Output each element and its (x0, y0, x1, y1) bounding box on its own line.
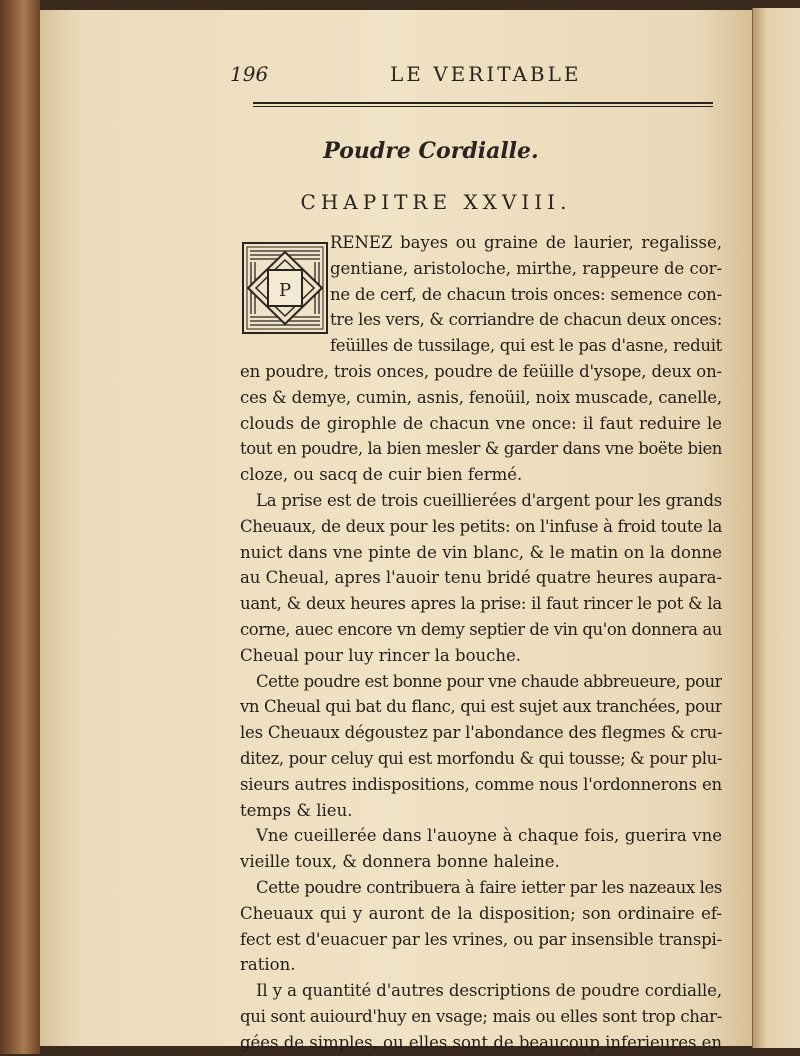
body-line: les Cheuaux dégoustez par l'abondance des flegmes & cru- (240, 723, 722, 743)
book-binding (0, 0, 40, 1054)
body-line: uant, & deux heures apres la prise: il faut rincer le pot & la (240, 594, 722, 614)
body-line: ditez, pour celuy qui est morfondu & qui tousse; & pour plu- (240, 748, 722, 768)
body-line: fect est d'euacuer par les vrines, ou par insensible transpi- (240, 929, 722, 949)
body-line: tout en poudre, la bien mesler & garder dans vne boëte bien (240, 439, 722, 459)
body-line: clouds de girophle de chacun vne once: il faut reduire le (240, 413, 722, 433)
body-line: gentiane, aristoloche, mirthe, rappeure de cor- (330, 258, 722, 278)
body-line: Cheuaux, de deux pour les petits: on l'infuse à froid toute la (240, 516, 722, 536)
body-line: vn Cheual qui bat du flanc, qui est sujet aux tranchées, pour (240, 697, 722, 717)
body-line: RENEZ bayes ou graine de laurier, regalisse, (330, 233, 722, 252)
body-line: ration. (240, 955, 296, 975)
body-line: Cette poudre contribuera à faire ietter par les nazeaux les (256, 877, 722, 897)
body-line: sieurs autres indispositions, comme nous l'ordonnerons en (240, 774, 722, 794)
header-rule (253, 102, 713, 107)
body-line: Cheual pour luy rincer la bouche. (240, 645, 522, 665)
section-title: Poudre Cordialle. (323, 138, 539, 164)
running-title: LE VERITABLE (390, 62, 582, 86)
body-line: ces & demye, cumin, asnis, fenoüil, noix muscade, canelle, (240, 387, 722, 407)
body-line: La prise est de trois cueillierées d'argent pour les grands (256, 490, 722, 510)
running-head (40, 62, 752, 92)
dropcap-letter: P (278, 280, 292, 301)
body-line: gées de simples, ou elles sont de beaucoup inferieures en (240, 1032, 722, 1052)
body-line: temps & lieu. (240, 800, 353, 820)
body-line: ne de cerf, de chacun trois onces: semence con- (330, 284, 722, 304)
body-line: tre les vers, & corriandre de chacun deux onces: (330, 310, 722, 330)
body-line: Il y a quantité d'autres descriptions de poudre cordialle, (256, 981, 722, 1001)
body-line: cloze, ou sacq de cuir bien fermé. (240, 465, 523, 485)
body-line: nuict dans vne pinte de vin blanc, & le matin on la donne (240, 542, 722, 562)
body-line: Cette poudre est bonne pour vne chaude abbreueure, pour (256, 671, 722, 691)
body-line: au Cheual, apres l'auoir tenu bridé quatre heures aupara- (240, 568, 722, 588)
body-line: en poudre, trois onces, poudre de feüille d'ysope, deux on- (240, 361, 722, 381)
body-text (240, 230, 722, 1056)
book-page (40, 10, 752, 1052)
body-line: vieille toux, & donnera bonne haleine. (240, 852, 560, 872)
chapter-heading: CHAPITRE XXVIII. (300, 190, 572, 214)
body-line: Cheuaux qui y auront de la disposition; son ordinaire ef- (240, 903, 722, 923)
body-line: Vne cueillerée dans l'auoyne à chaque fois, guerira vne (256, 826, 722, 846)
body-line: feüilles de tussilage, qui est le pas d'asne, reduit (330, 336, 722, 356)
page-number: 196 (230, 62, 269, 86)
body-line: qui sont auiourd'huy en vsage; mais ou elles sont trop char- (240, 1006, 722, 1026)
body-line: corne, auec encore vn demy septier de vin qu'on donnera au (240, 619, 722, 639)
adjacent-page-edge (752, 8, 800, 1048)
